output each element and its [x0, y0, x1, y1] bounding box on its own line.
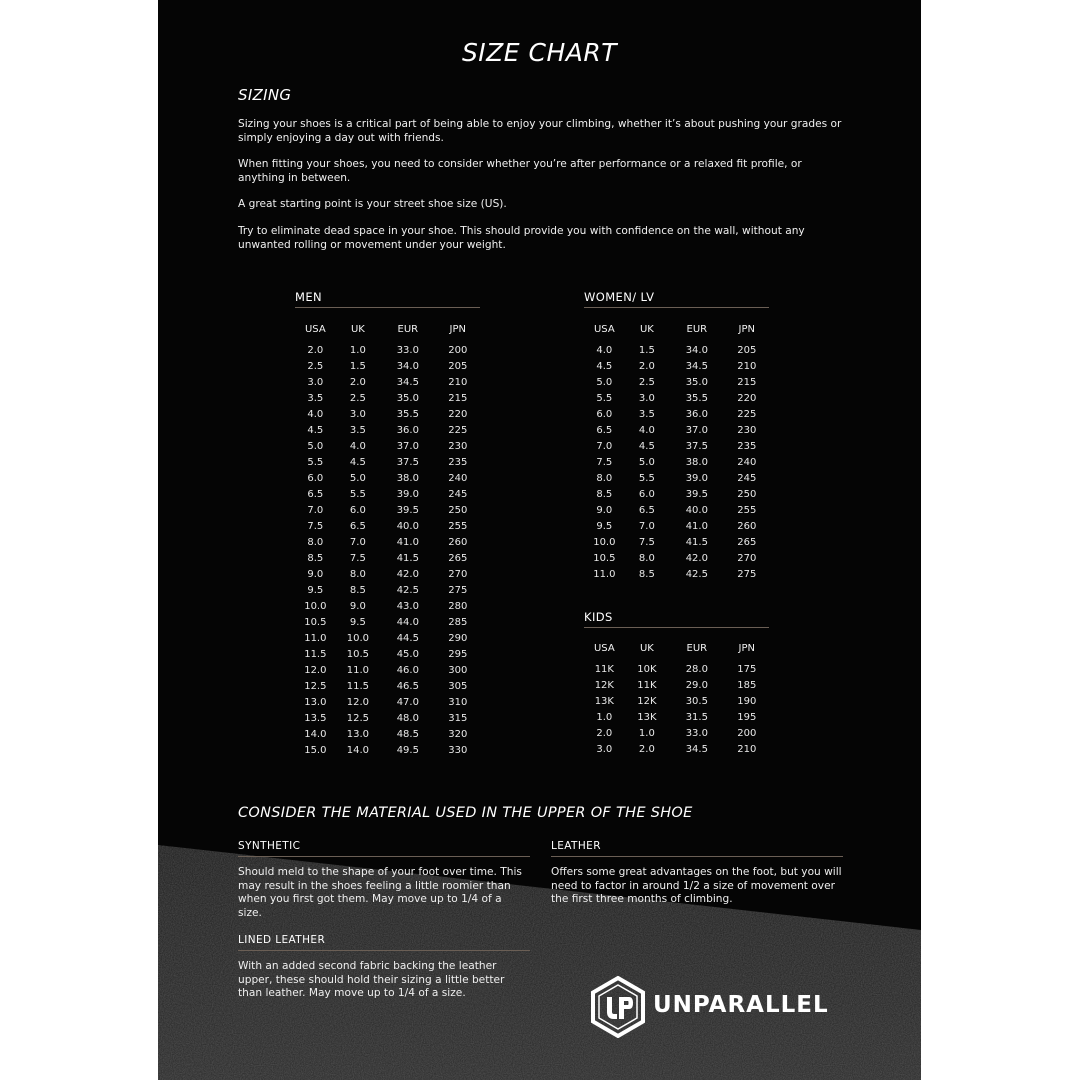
women-size-cell: 5.5 — [596, 393, 613, 404]
men-size-cell: 35.0 — [396, 393, 419, 404]
men-size-cell: 235 — [448, 457, 468, 468]
women-size-cell: 3.5 — [638, 409, 655, 420]
women-size-table — [584, 323, 769, 583]
table-row — [295, 615, 480, 631]
kids-size-cell: 13K — [637, 712, 657, 723]
men-size-cell: 205 — [448, 361, 468, 372]
men-size-cell: 5.0 — [307, 441, 324, 452]
men-size-cell: 37.0 — [396, 441, 419, 452]
women-size-cell: 220 — [737, 393, 757, 404]
men-size-cell: 5.5 — [307, 457, 324, 468]
men-size-cell: 330 — [448, 745, 468, 756]
table-row — [584, 407, 769, 423]
men-size-cell: 3.0 — [349, 409, 366, 420]
women-size-cell: 6.5 — [596, 425, 613, 436]
table-row — [295, 423, 480, 439]
table-row — [584, 726, 769, 742]
women-size-cell: 210 — [737, 361, 757, 372]
men-size-cell: 34.0 — [396, 361, 419, 372]
women-column-header: USA — [593, 324, 615, 335]
men-size-cell: 3.5 — [349, 425, 366, 436]
women-column-header: EUR — [686, 324, 708, 335]
women-size-cell: 40.0 — [685, 505, 708, 516]
men-size-cell: 37.5 — [396, 457, 419, 468]
men-column-header: JPN — [449, 324, 467, 335]
kids-size-cell: 12K — [594, 680, 614, 691]
men-size-cell: 6.5 — [307, 489, 324, 500]
women-size-cell: 235 — [737, 441, 757, 452]
sizing-paragraph-2: When fitting your shoes, you need to consider whether you’re after performance or a relaxed fit profile, or anything in between. — [238, 158, 802, 184]
leather-text: Offers some great advantages on the foot, but you will need to factor in around 1/2 a size of movement over the first three months of climbing. — [551, 866, 842, 906]
table-row — [584, 423, 769, 439]
leather-title: LEATHER — [551, 840, 601, 852]
men-size-cell: 4.5 — [349, 457, 366, 468]
men-size-cell: 35.5 — [396, 409, 419, 420]
women-size-cell: 3.0 — [638, 393, 655, 404]
men-size-cell: 315 — [448, 713, 468, 724]
women-table-title: WOMEN/ LV — [584, 290, 655, 304]
women-size-cell: 34.0 — [685, 345, 708, 356]
kids-column-header: UK — [639, 643, 654, 654]
men-size-cell: 285 — [448, 617, 468, 628]
table-row — [295, 455, 480, 471]
material-heading: CONSIDER THE MATERIAL USED IN THE UPPER OF THE SHOE — [238, 805, 693, 821]
table-row — [584, 503, 769, 519]
kids-size-cell: 2.0 — [638, 744, 655, 755]
women-size-cell: 37.0 — [685, 425, 708, 436]
men-size-cell: 8.0 — [349, 569, 366, 580]
men-size-cell: 13.0 — [346, 729, 370, 740]
women-size-cell: 7.5 — [638, 537, 655, 548]
table-row — [584, 343, 769, 359]
table-row — [295, 439, 480, 455]
women-size-cell: 260 — [737, 521, 757, 532]
men-size-cell: 4.5 — [307, 425, 324, 436]
women-table-header-row — [584, 323, 769, 343]
men-size-cell: 9.5 — [349, 617, 366, 628]
men-size-cell: 44.0 — [396, 617, 419, 628]
kids-size-cell: 31.5 — [685, 712, 708, 723]
men-table-header-row — [295, 323, 480, 343]
table-row — [584, 535, 769, 551]
men-size-cell: 41.0 — [396, 537, 419, 548]
men-size-cell: 4.0 — [307, 409, 324, 420]
men-size-cell: 48.0 — [396, 713, 419, 724]
table-row — [295, 519, 480, 535]
men-size-cell: 8.0 — [307, 537, 324, 548]
men-size-cell: 290 — [448, 633, 468, 644]
men-size-cell: 3.5 — [307, 393, 324, 404]
women-size-cell: 34.5 — [685, 361, 708, 372]
table-row — [295, 487, 480, 503]
lined-leather-title: LINED LEATHER — [238, 934, 326, 946]
women-size-cell: 225 — [737, 409, 757, 420]
men-size-cell: 33.0 — [396, 345, 419, 356]
women-size-cell: 35.5 — [685, 393, 708, 404]
table-row — [295, 711, 480, 727]
women-size-cell: 4.5 — [596, 361, 613, 372]
men-size-cell: 10.5 — [346, 649, 370, 660]
men-size-cell: 42.0 — [396, 569, 419, 580]
men-size-cell: 2.0 — [307, 345, 324, 356]
kids-table-title: KIDS — [584, 610, 613, 624]
men-size-cell: 2.0 — [349, 377, 366, 388]
table-row — [584, 375, 769, 391]
women-size-cell: 38.0 — [685, 457, 708, 468]
men-column-header: EUR — [397, 324, 419, 335]
women-size-cell: 11.0 — [593, 569, 616, 580]
table-row — [295, 599, 480, 615]
women-size-cell: 8.0 — [596, 473, 613, 484]
women-size-cell: 215 — [737, 377, 757, 388]
men-size-cell: 245 — [448, 489, 468, 500]
men-size-cell: 255 — [448, 521, 468, 532]
women-size-cell: 7.5 — [596, 457, 613, 468]
kids-size-cell: 210 — [737, 744, 757, 755]
men-size-cell: 320 — [448, 729, 468, 740]
men-size-cell: 10.0 — [346, 633, 370, 644]
kids-size-cell: 10K — [637, 664, 657, 675]
sizing-heading: SIZING — [238, 86, 292, 104]
women-size-cell: 8.0 — [638, 553, 655, 564]
table-row — [295, 471, 480, 487]
table-row — [295, 679, 480, 695]
women-size-cell: 4.0 — [596, 345, 613, 356]
men-size-cell: 46.5 — [396, 681, 419, 692]
women-size-cell: 250 — [737, 489, 757, 500]
men-size-cell: 7.0 — [349, 537, 366, 548]
men-size-cell: 210 — [448, 377, 468, 388]
table-row — [584, 391, 769, 407]
men-size-cell: 6.0 — [349, 505, 366, 516]
men-size-cell: 43.0 — [396, 601, 419, 612]
table-row — [295, 631, 480, 647]
men-size-cell: 10.5 — [304, 617, 327, 628]
kids-size-cell: 1.0 — [638, 728, 655, 739]
women-size-cell: 4.0 — [638, 425, 655, 436]
women-size-cell: 9.0 — [596, 505, 613, 516]
table-row — [295, 695, 480, 711]
men-size-cell: 230 — [448, 441, 468, 452]
kids-column-header: EUR — [686, 643, 708, 654]
table-row — [584, 439, 769, 455]
kids-column-header: USA — [593, 643, 615, 654]
women-size-cell: 41.0 — [685, 521, 708, 532]
women-size-cell: 5.5 — [638, 473, 655, 484]
men-size-cell: 270 — [448, 569, 468, 580]
women-size-cell: 265 — [737, 537, 757, 548]
men-size-cell: 42.5 — [396, 585, 419, 596]
men-size-cell: 39.5 — [396, 505, 419, 516]
men-size-table — [295, 323, 480, 759]
women-size-cell: 9.5 — [596, 521, 613, 532]
men-size-cell: 2.5 — [307, 361, 324, 372]
table-row — [295, 391, 480, 407]
women-size-cell: 10.5 — [593, 553, 616, 564]
page-title: SIZE CHART — [461, 38, 618, 67]
hexagon-up-logo-icon — [590, 976, 646, 1038]
men-size-cell: 1.5 — [349, 361, 366, 372]
kids-size-cell: 1.0 — [596, 712, 613, 723]
kids-table-header-row — [584, 642, 769, 662]
men-size-cell: 7.5 — [307, 521, 324, 532]
kids-size-cell: 200 — [737, 728, 757, 739]
women-size-cell: 205 — [737, 345, 757, 356]
men-divider — [295, 307, 480, 308]
table-row — [584, 359, 769, 375]
women-column-header: UK — [639, 324, 654, 335]
men-size-cell: 12.0 — [304, 665, 327, 676]
kids-size-cell: 175 — [737, 664, 757, 675]
table-row — [584, 455, 769, 471]
women-size-cell: 7.0 — [596, 441, 613, 452]
women-size-cell: 7.0 — [638, 521, 655, 532]
kids-size-cell: 29.0 — [685, 680, 708, 691]
kids-size-table — [584, 642, 769, 758]
men-size-cell: 14.0 — [346, 745, 370, 756]
table-row — [584, 487, 769, 503]
men-size-cell: 250 — [448, 505, 468, 516]
table-row — [584, 710, 769, 726]
kids-size-cell: 3.0 — [596, 744, 613, 755]
women-size-cell: 6.0 — [596, 409, 613, 420]
men-size-cell: 47.0 — [396, 697, 419, 708]
brand-name: UNPARALLEL — [653, 992, 829, 1018]
men-size-cell: 12.5 — [304, 681, 327, 692]
synthetic-divider — [238, 856, 530, 857]
men-size-cell: 45.0 — [396, 649, 419, 660]
kids-size-cell: 33.0 — [685, 728, 708, 739]
men-column-header: UK — [350, 324, 365, 335]
kids-size-cell: 2.0 — [596, 728, 613, 739]
women-column-header: JPN — [738, 324, 756, 335]
kids-size-cell: 185 — [737, 680, 757, 691]
men-size-cell: 280 — [448, 601, 468, 612]
sizing-paragraph-4: Try to eliminate dead space in your shoe. This should provide you with confidence on the wall, without any unwanted rolling or movement under your weight. — [238, 225, 805, 251]
kids-size-cell: 11K — [594, 664, 614, 675]
men-size-cell: 11.0 — [346, 665, 370, 676]
men-size-cell: 13.0 — [304, 697, 327, 708]
men-size-cell: 40.0 — [396, 521, 419, 532]
men-size-cell: 295 — [448, 649, 468, 660]
men-size-cell: 49.5 — [396, 745, 419, 756]
table-row — [295, 551, 480, 567]
kids-size-cell: 28.0 — [685, 664, 708, 675]
men-size-cell: 36.0 — [396, 425, 419, 436]
men-size-cell: 4.0 — [349, 441, 366, 452]
lined-leather-text: With an added second fabric backing the leather upper, these should hold their sizing a little better than leather. May move up to 1/4 of a size. — [238, 960, 505, 1000]
men-size-cell: 11.5 — [346, 681, 370, 692]
table-row — [295, 359, 480, 375]
women-size-cell: 8.5 — [596, 489, 613, 500]
men-size-cell: 13.5 — [304, 713, 327, 724]
men-size-cell: 34.5 — [396, 377, 419, 388]
women-size-cell: 39.5 — [685, 489, 708, 500]
men-size-cell: 6.5 — [349, 521, 366, 532]
table-row — [584, 742, 769, 758]
table-row — [584, 694, 769, 710]
kids-size-cell: 195 — [737, 712, 757, 723]
women-size-cell: 6.5 — [638, 505, 655, 516]
women-size-cell: 5.0 — [638, 457, 655, 468]
men-table-title: MEN — [295, 290, 322, 304]
women-size-cell: 5.0 — [596, 377, 613, 388]
women-size-cell: 230 — [737, 425, 757, 436]
men-column-header: USA — [304, 324, 326, 335]
kids-size-cell: 34.5 — [685, 744, 708, 755]
sizing-paragraph-3: A great starting point is your street shoe size (US). — [238, 198, 507, 210]
women-size-cell: 8.5 — [638, 569, 655, 580]
men-size-cell: 39.0 — [396, 489, 419, 500]
men-size-cell: 275 — [448, 585, 468, 596]
table-row — [295, 407, 480, 423]
kids-divider — [584, 627, 769, 628]
women-size-cell: 255 — [737, 505, 757, 516]
men-size-cell: 8.5 — [307, 553, 324, 564]
men-size-cell: 260 — [448, 537, 468, 548]
men-size-cell: 9.0 — [307, 569, 324, 580]
women-size-cell: 37.5 — [685, 441, 708, 452]
synthetic-text: Should meld to the shape of your foot over time. This may result in the shoes feeling a little roomier than when you first got them. May move up to 1/4 of a size. — [238, 866, 522, 919]
men-size-cell: 46.0 — [396, 665, 419, 676]
women-size-cell: 35.0 — [685, 377, 708, 388]
table-row — [295, 727, 480, 743]
men-size-cell: 220 — [448, 409, 468, 420]
men-size-cell: 48.5 — [396, 729, 419, 740]
table-row — [295, 647, 480, 663]
men-size-cell: 225 — [448, 425, 468, 436]
size-chart-page — [158, 0, 921, 1080]
women-size-cell: 4.5 — [638, 441, 655, 452]
table-row — [584, 519, 769, 535]
men-size-cell: 41.5 — [396, 553, 419, 564]
men-size-cell: 305 — [448, 681, 468, 692]
men-size-cell: 12.5 — [346, 713, 370, 724]
men-size-cell: 7.0 — [307, 505, 324, 516]
women-size-cell: 6.0 — [638, 489, 655, 500]
men-size-cell: 240 — [448, 473, 468, 484]
women-size-cell: 42.5 — [685, 569, 708, 580]
men-size-cell: 310 — [448, 697, 468, 708]
table-row — [584, 567, 769, 583]
kids-size-cell: 11K — [637, 680, 657, 691]
women-size-cell: 36.0 — [685, 409, 708, 420]
men-size-cell: 11.5 — [304, 649, 327, 660]
women-size-cell: 2.5 — [638, 377, 655, 388]
men-size-cell: 200 — [448, 345, 468, 356]
table-row — [295, 343, 480, 359]
men-size-cell: 8.5 — [349, 585, 366, 596]
men-size-cell: 265 — [448, 553, 468, 564]
table-row — [584, 678, 769, 694]
men-size-cell: 215 — [448, 393, 468, 404]
kids-size-cell: 12K — [637, 696, 657, 707]
table-row — [295, 663, 480, 679]
women-divider — [584, 307, 769, 308]
women-size-cell: 41.5 — [685, 537, 708, 548]
women-size-cell: 1.5 — [638, 345, 655, 356]
men-size-cell: 11.0 — [304, 633, 327, 644]
men-size-cell: 12.0 — [346, 697, 370, 708]
kids-column-header: JPN — [738, 643, 756, 654]
table-row — [584, 551, 769, 567]
men-size-cell: 7.5 — [349, 553, 366, 564]
women-size-cell: 275 — [737, 569, 757, 580]
table-row — [295, 535, 480, 551]
women-size-cell: 245 — [737, 473, 757, 484]
men-size-cell: 5.5 — [349, 489, 366, 500]
men-size-cell: 300 — [448, 665, 468, 676]
table-row — [295, 567, 480, 583]
women-size-cell: 42.0 — [685, 553, 708, 564]
men-size-cell: 2.5 — [349, 393, 366, 404]
table-row — [295, 743, 480, 759]
men-size-cell: 10.0 — [304, 601, 327, 612]
men-size-cell: 1.0 — [349, 345, 366, 356]
leather-divider — [551, 856, 843, 857]
women-size-cell: 270 — [737, 553, 757, 564]
men-size-cell: 9.0 — [349, 601, 366, 612]
table-row — [295, 375, 480, 391]
women-size-cell: 39.0 — [685, 473, 708, 484]
kids-size-cell: 190 — [737, 696, 757, 707]
men-size-cell: 9.5 — [307, 585, 324, 596]
women-size-cell: 2.0 — [638, 361, 655, 372]
synthetic-title: SYNTHETIC — [238, 840, 301, 852]
sizing-paragraph-1: Sizing your shoes is a critical part of being able to enjoy your climbing, whether it’s about pushing your grades or simply enjoying a day out with friends. — [238, 118, 842, 144]
men-size-cell: 44.5 — [396, 633, 419, 644]
table-row — [295, 503, 480, 519]
men-size-cell: 6.0 — [307, 473, 324, 484]
men-size-cell: 15.0 — [304, 745, 327, 756]
table-row — [584, 471, 769, 487]
men-size-cell: 5.0 — [349, 473, 366, 484]
men-size-cell: 3.0 — [307, 377, 324, 388]
men-size-cell: 14.0 — [304, 729, 327, 740]
kids-size-cell: 30.5 — [685, 696, 708, 707]
table-row — [295, 583, 480, 599]
women-size-cell: 240 — [737, 457, 757, 468]
table-row — [584, 662, 769, 678]
women-size-cell: 10.0 — [593, 537, 616, 548]
men-size-cell: 38.0 — [396, 473, 419, 484]
kids-size-cell: 13K — [594, 696, 614, 707]
lined-leather-divider — [238, 950, 530, 951]
